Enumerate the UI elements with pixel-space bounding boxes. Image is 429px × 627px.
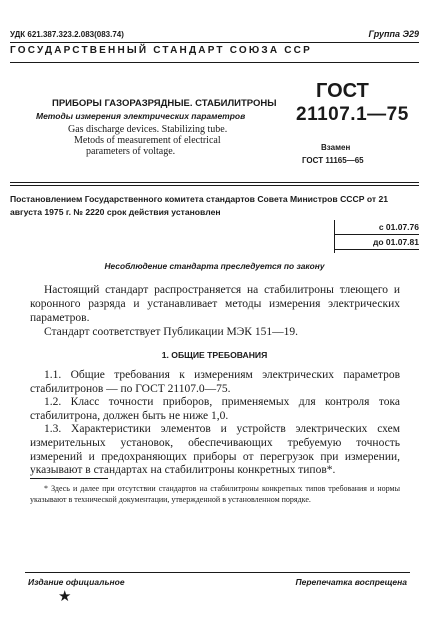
top-rule-2 [10, 62, 419, 63]
title-en-line: Gas discharge devices. Stabilizing tube. [68, 124, 228, 135]
reprint-prohibited: Перепечатка воспрещена [295, 577, 407, 587]
state-standard-banner: ГОСУДАРСТВЕННЫЙ СТАНДАРТ СОЮЗА ССР [10, 45, 312, 56]
date-divider [334, 234, 419, 235]
intro-paragraph: Настоящий стандарт распространяется на стабилитроны тлеющего и коронного разряда и устанавливает методы измерения электрических параметров. [30, 284, 400, 324]
official-edition: Издание официальное [28, 577, 125, 587]
footnote-rule [30, 478, 108, 479]
top-rule-1 [10, 42, 419, 43]
section-title: 1. ОБЩИЕ ТРЕБОВАНИЯ [161, 350, 268, 360]
title-en-line: Metods of measurement of electrical [74, 135, 221, 146]
gost-number: 21107.1—75 [296, 104, 409, 125]
decree-text: Постановлением Государственного комитета стандартов Совета Министров СССР от 21 августа 1975 г. № 2220 срок действия установлен [10, 194, 389, 217]
clause-1-3: 1.3. Характеристики элементов и устройств электрических схем измерительных установок, обеспечивающих требуемую точность измерений и предохраняющих приборы от перегрузок при измерении, указывают в стандартах на стабилитроны конкретных типов*. [30, 423, 400, 477]
replaces-label: Взамен [321, 143, 351, 152]
subtitle-ru: Методы измерения электрических параметров [36, 111, 246, 121]
date-underline [334, 249, 419, 250]
group-code: Группа Э29 [368, 29, 419, 39]
valid-to-date: до 01.07.81 [372, 237, 419, 247]
gost-label: ГОСТ [316, 80, 369, 102]
valid-from-date: с 01.07.76 [378, 222, 419, 232]
decree-rule-top [10, 182, 419, 183]
title-ru: ПРИБОРЫ ГАЗОРАЗРЯДНЫЕ. СТАБИЛИТРОНЫ [52, 98, 277, 109]
violation-notice: Несоблюдение стандарта преследуется по закону [104, 261, 325, 271]
intro-text [30, 283, 400, 339]
title-en-line: parameters of voltage. [86, 146, 176, 157]
footnote-text: * Здесь и далее при отсутствии стандартов на стабилитроны конкретных типов требования и нормы указывают в технической документации, утвержденной в установленном порядке. [30, 484, 400, 504]
replaces-value: ГОСТ 11165—65 [302, 156, 364, 165]
clauses [30, 369, 400, 478]
decree-rule-top-2 [10, 185, 419, 186]
clause-1-1: 1.1. Общие требования к измерениям электрических параметров стабилитронов — по ГОСТ 21107.0—75. [30, 369, 400, 395]
intro-paragraph: Стандарт соответствует Публикации МЭК 151—19. [44, 326, 298, 338]
footnote [30, 483, 400, 505]
bottom-rule [25, 572, 410, 573]
star-icon: ★ [58, 589, 72, 605]
clause-1-2: 1.2. Класс точности приборов, применяемых для контроля тока стабилитрона, должен быть не ниже 1,0. [30, 396, 400, 422]
udk-code: УДК 621.387.323.2.083(083.74) [10, 30, 124, 39]
title-en [68, 124, 227, 157]
